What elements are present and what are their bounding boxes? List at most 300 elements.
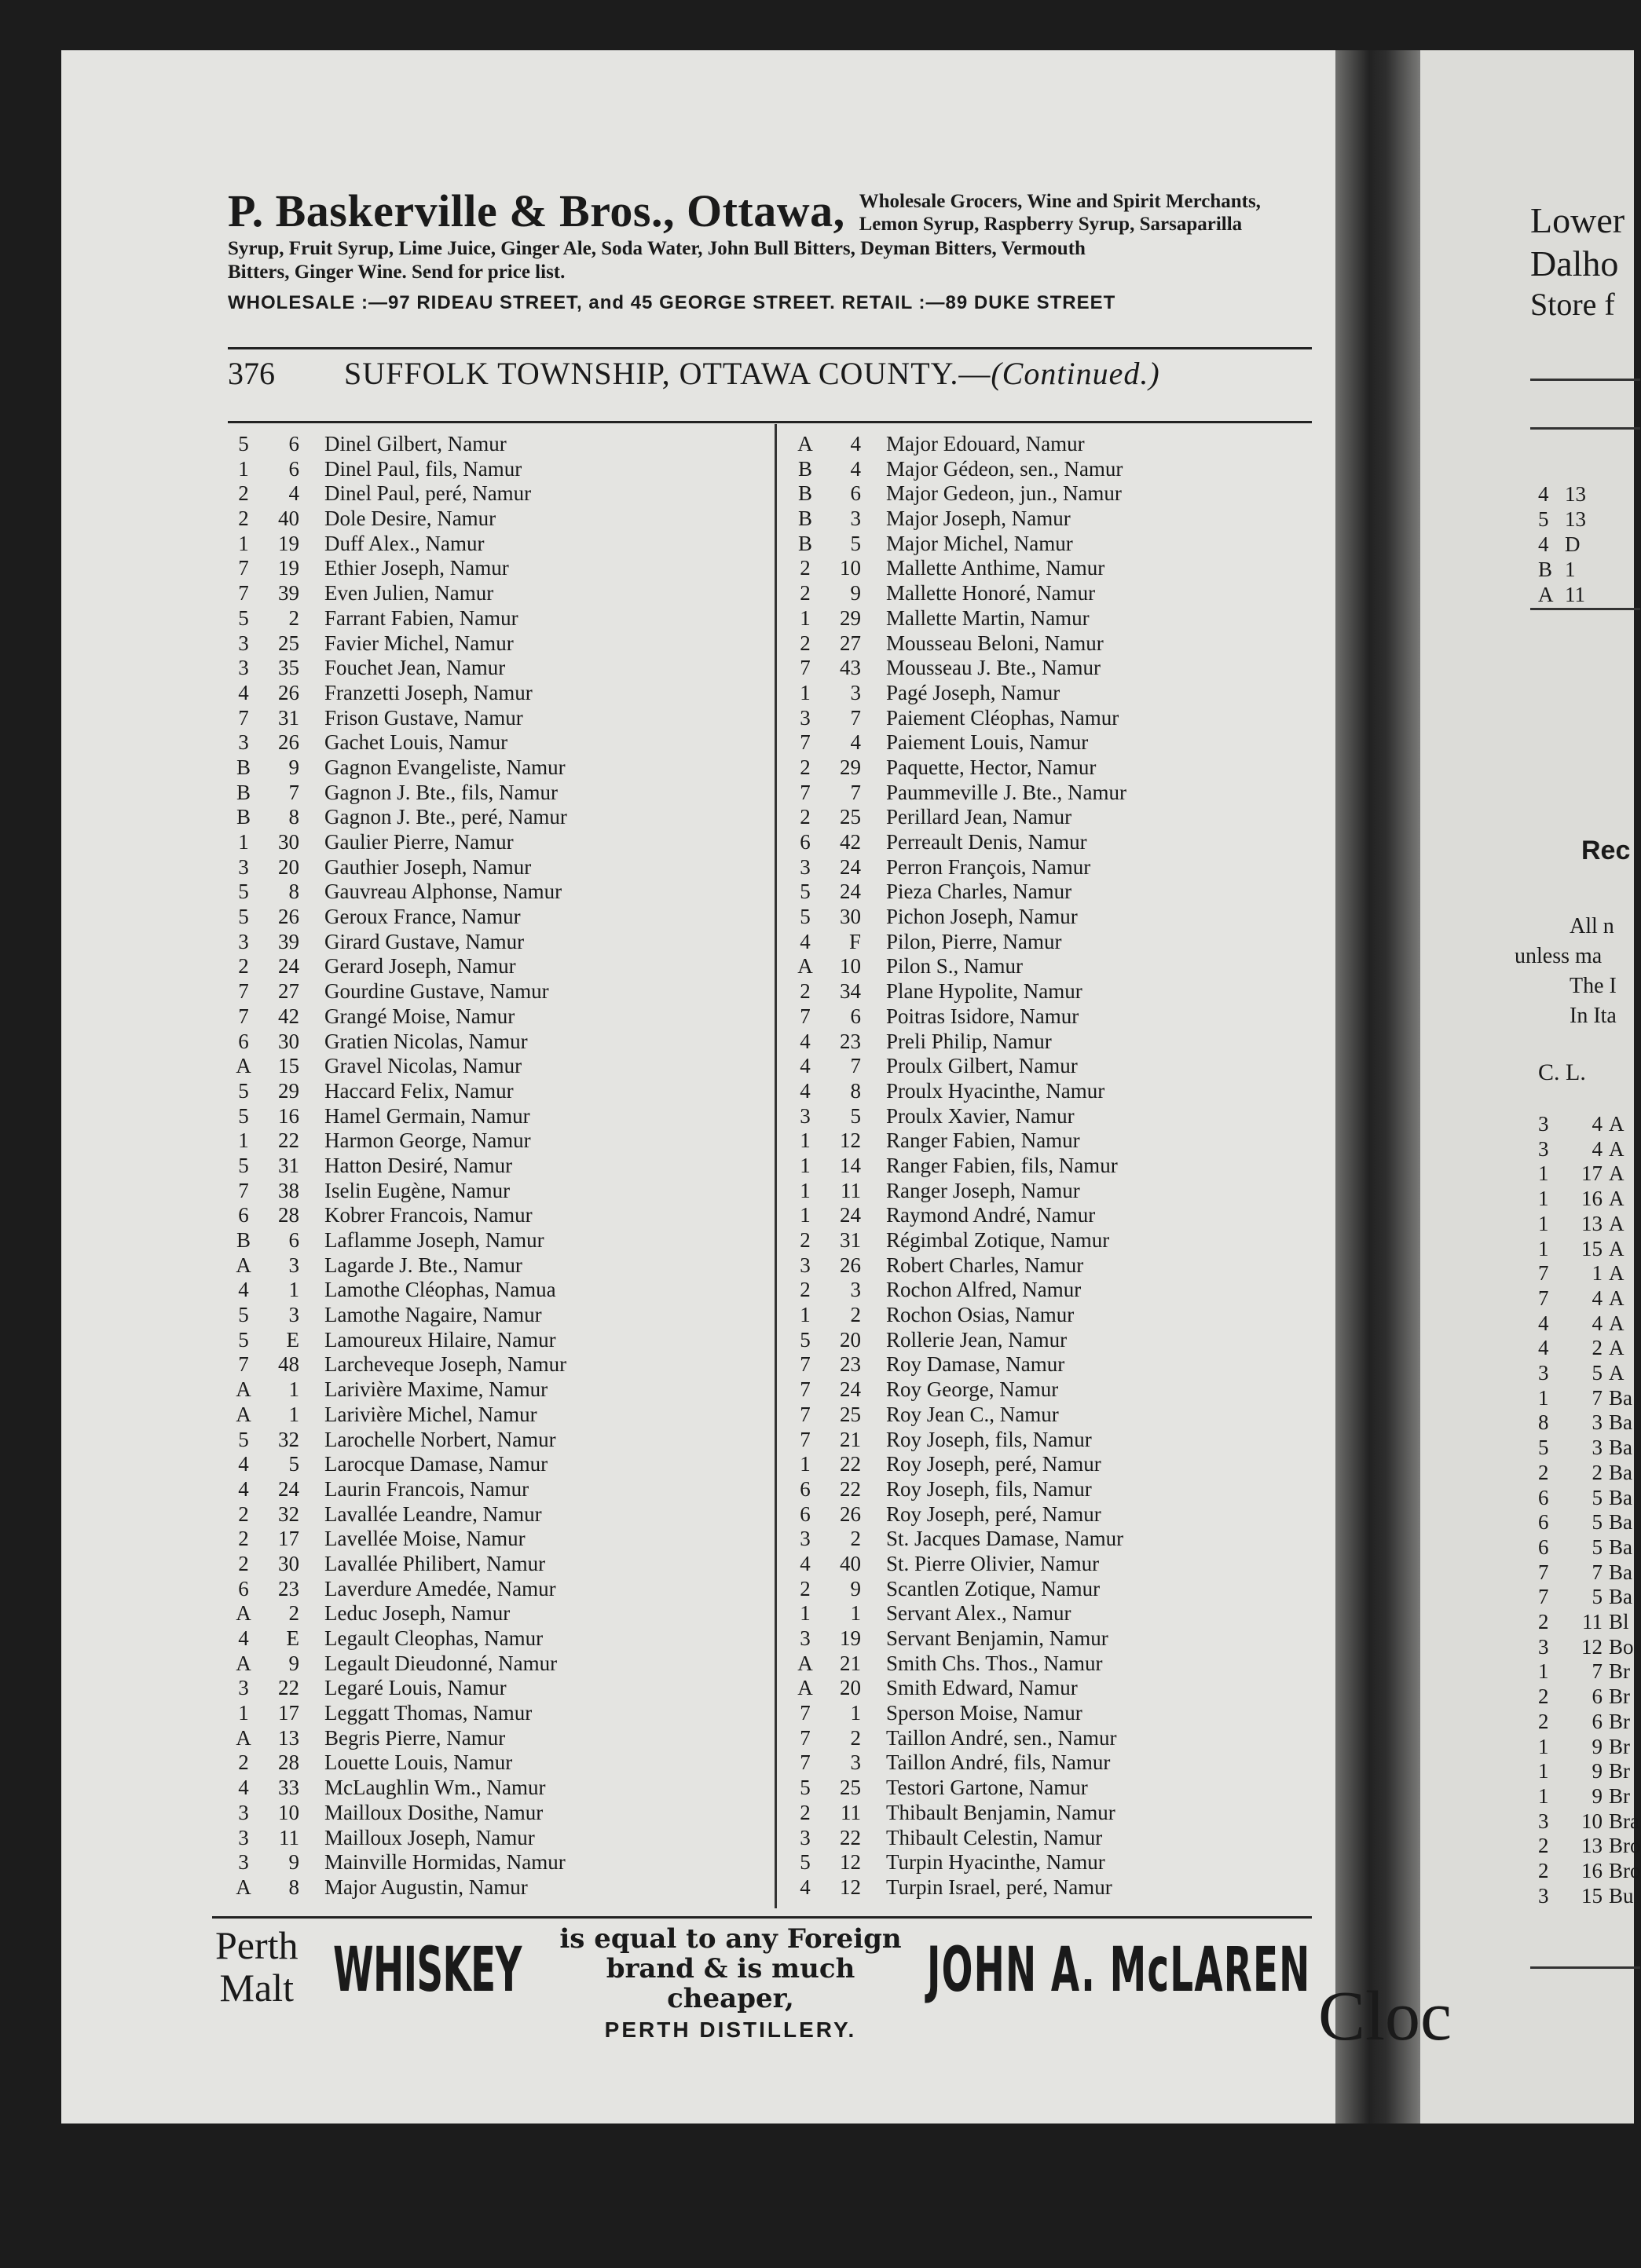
facing-list-cell: 9: [1592, 1734, 1603, 1758]
entry-lot: 17: [278, 1527, 299, 1551]
entry-lot: 2: [850, 1527, 861, 1551]
entry-name: Pagé Joseph, Namur: [886, 680, 1060, 704]
entry-concession: 5: [800, 1776, 811, 1800]
entry-name: Haccard Felix, Namur: [324, 1078, 514, 1103]
entry-concession: 5: [238, 1103, 249, 1128]
facing-list-row: [1538, 1311, 1625, 1336]
entry-concession: 5: [800, 905, 811, 929]
entry-name: Rochon Alfred, Namur: [886, 1278, 1082, 1302]
entry-name: Preli Philip, Namur: [886, 1029, 1052, 1053]
ad-products-line3: Syrup, Fruit Syrup, Lime Juice, Ginger Ale, Soda Water, John Bull Bitters, Deyman Bitters, Vermouth: [228, 238, 1086, 259]
entry-concession: 4: [238, 1476, 249, 1501]
entry-concession: 3: [238, 1825, 249, 1849]
entry-lot: 1: [850, 1601, 861, 1626]
entry-concession: 3: [238, 631, 249, 655]
entry-concession: 6: [800, 1476, 811, 1501]
entry-concession: A: [236, 1651, 251, 1675]
facing-list-cell: A: [1609, 1211, 1625, 1235]
entry-lot: 26: [278, 905, 299, 929]
entry-name: Lagarde J. Bte., Namur: [324, 1253, 522, 1277]
entry-lot: 4: [850, 456, 861, 481]
entry-lot: 2: [288, 1601, 299, 1626]
entry-name: Duff Alex., Namur: [324, 531, 485, 555]
entry-lot: 6: [850, 1004, 861, 1028]
entry-lot: 13: [278, 1725, 299, 1750]
entry-lot: 6: [288, 456, 299, 481]
facing-list-row: [1538, 1161, 1625, 1186]
entry-concession: B: [236, 805, 251, 829]
entry-concession: 1: [800, 1153, 811, 1177]
facing-list-cell: A: [1609, 1286, 1625, 1310]
entry-name: Turpin Hyacinthe, Namur: [886, 1850, 1105, 1875]
entry-name: Perreault Denis, Namur: [886, 830, 1087, 854]
facing-table-cell: 4: [1538, 532, 1549, 556]
facing-list-row: [1538, 1212, 1625, 1236]
facing-list-cell: 4: [1538, 1311, 1549, 1335]
entry-lot: 9: [850, 1576, 861, 1600]
entry-concession: 2: [800, 1278, 811, 1302]
entry-lot: 22: [840, 1452, 861, 1476]
facing-list-row: [1538, 1710, 1630, 1734]
entry-name: Gagnon J. Bte., fils, Namur: [324, 780, 558, 804]
entry-concession: 2: [238, 1502, 249, 1526]
entry-lot: 24: [278, 1476, 299, 1501]
entry-concession: 6: [800, 1502, 811, 1526]
facing-list-cell: A: [1609, 1361, 1625, 1385]
entry-lot: 34: [840, 979, 861, 1004]
entry-lot: 2: [288, 605, 299, 630]
entry-name: Perillard Jean, Namur: [886, 805, 1072, 829]
entry-concession: 7: [238, 581, 249, 605]
facing-line2: Dalho: [1530, 243, 1619, 284]
facing-list-cell: 3: [1592, 1410, 1603, 1435]
entry-lot: 1: [850, 1701, 861, 1725]
entry-name: Paummeville J. Bte., Namur: [886, 780, 1126, 804]
facing-list-row: [1538, 1659, 1630, 1684]
entry-concession: A: [236, 1402, 251, 1426]
facing-list-cell: 6: [1592, 1709, 1603, 1733]
entry-lot: 27: [278, 979, 299, 1004]
entry-lot: 12: [840, 1875, 861, 1899]
entry-lot: 10: [278, 1800, 299, 1824]
facing-list-cell: 7: [1592, 1560, 1603, 1584]
entry-lot: 9: [288, 1651, 299, 1675]
perth-text: Perth: [215, 1923, 299, 1967]
facing-table-cell: D: [1565, 532, 1581, 556]
facing-list-cell: Bro: [1609, 1834, 1641, 1858]
facing-list-cell: 3: [1538, 1112, 1549, 1136]
facing-list-row: [1538, 1137, 1625, 1161]
entry-lot: 2: [850, 1303, 861, 1327]
entry-name: Laurin Francois, Namur: [324, 1476, 529, 1501]
bottom-advertisement: [212, 1924, 1312, 2042]
facing-list-row: [1538, 1585, 1632, 1609]
facing-list-row: [1538, 1884, 1634, 1908]
entry-lot: 10: [840, 556, 861, 580]
entry-lot: 25: [840, 805, 861, 829]
facing-table-cell: A: [1538, 583, 1554, 606]
facing-list-cell: Ba: [1609, 1436, 1632, 1460]
facing-list-cell: 2: [1538, 1685, 1549, 1709]
facing-list-row: [1538, 1859, 1641, 1883]
entry-lot: 3: [288, 1253, 299, 1277]
entry-name: Ranger Joseph, Namur: [886, 1178, 1080, 1202]
entry-lot: 27: [840, 631, 861, 655]
entry-name: Scantlen Zotique, Namur: [886, 1576, 1101, 1600]
facing-table-cell: B: [1538, 558, 1553, 581]
top-advertisement: [228, 185, 1328, 314]
page-header: [228, 355, 1312, 396]
entry-name: Robert Charles, Namur: [886, 1253, 1084, 1277]
entry-name: Gagnon J. Bte., peré, Namur: [324, 805, 567, 829]
entry-concession: 3: [800, 1825, 811, 1849]
facing-page: [1318, 50, 1641, 2124]
facing-list-cell: Br: [1609, 1734, 1630, 1758]
entry-concession: B: [797, 531, 812, 555]
entry-concession: 7: [238, 1352, 249, 1377]
facing-list-cell: Ba: [1609, 1385, 1632, 1410]
entry-concession: 7: [800, 1004, 811, 1028]
entry-lot: 12: [840, 1129, 861, 1153]
entry-lot: 4: [850, 730, 861, 755]
facing-list-cell: A: [1609, 1161, 1625, 1186]
entry-concession: 4: [800, 1875, 811, 1899]
entry-concession: 7: [800, 730, 811, 755]
entry-concession: B: [236, 755, 251, 779]
entry-concession: 7: [238, 705, 249, 730]
entry-concession: 5: [238, 905, 249, 929]
entry-name: Mailloux Dosithe, Namur: [324, 1800, 544, 1824]
entry-lot: 3: [850, 1750, 861, 1775]
entry-concession: 5: [800, 880, 811, 904]
facing-list-cell: 9: [1592, 1759, 1603, 1783]
entry-name: Rollerie Jean, Namur: [886, 1327, 1068, 1352]
entry-name: Leduc Joseph, Namur: [324, 1601, 511, 1626]
entry-lot: 30: [278, 1551, 299, 1575]
entry-lot: E: [286, 1327, 299, 1352]
entry-name: Plane Hypolite, Namur: [886, 979, 1082, 1004]
entry-name: Proulx Xavier, Namur: [886, 1103, 1075, 1128]
entry-name: Turpin Israel, peré, Namur: [886, 1875, 1112, 1899]
entry-lot: 25: [840, 1776, 861, 1800]
perth-malt-label: [215, 1924, 299, 2009]
whiskey-text: WHISKEY: [333, 1935, 522, 2006]
entry-name: Lamoureux Hilaire, Namur: [324, 1327, 556, 1352]
facing-list-cell: Ba: [1609, 1510, 1632, 1535]
entry-lot: 21: [840, 1427, 861, 1451]
facing-list-cell: Bra: [1609, 1809, 1639, 1833]
facing-list-cell: A: [1609, 1187, 1625, 1211]
entry-concession: 3: [800, 1527, 811, 1551]
entry-lot: E: [286, 1626, 299, 1650]
entry-concession: 4: [238, 1278, 249, 1302]
entry-lot: 19: [840, 1626, 861, 1650]
facing-table-cell: 13: [1565, 482, 1586, 506]
entry-lot: 40: [840, 1551, 861, 1575]
entry-name: Major Gedeon, jun., Namur: [886, 481, 1122, 506]
footer-rule: [212, 1916, 1312, 1919]
facing-list-cell: A: [1609, 1136, 1625, 1161]
entry-name: Poitras Isidore, Namur: [886, 1004, 1079, 1028]
entry-concession: 5: [238, 1153, 249, 1177]
entry-lot: 15: [278, 1054, 299, 1078]
entry-concession: 7: [238, 1004, 249, 1028]
entry-concession: 7: [800, 656, 811, 680]
facing-list-cell: A: [1609, 1236, 1625, 1260]
entry-name: Smith Edward, Namur: [886, 1676, 1078, 1700]
entry-lot: 38: [278, 1178, 299, 1202]
entry-name: Farrant Fabien, Namur: [324, 605, 518, 630]
entry-concession: 4: [800, 1029, 811, 1053]
entry-concession: 7: [800, 1750, 811, 1775]
entry-name: Mailloux Joseph, Namur: [324, 1825, 535, 1849]
page-number: 376: [228, 356, 275, 391]
entry-concession: 2: [800, 1576, 811, 1600]
entry-name: Servant Benjamin, Namur: [886, 1626, 1108, 1650]
facing-list-cell: 5: [1592, 1585, 1603, 1609]
facing-list-row: [1538, 1261, 1625, 1286]
entry-lot: 4: [850, 432, 861, 455]
ad-products-line4: Bitters, Ginger Wine. Send for price list.: [228, 262, 566, 283]
entry-name: Raymond André, Namur: [886, 1203, 1096, 1227]
facing-list-cell: 2: [1538, 1610, 1549, 1633]
entry-name: Ranger Fabien, fils, Namur: [886, 1153, 1118, 1177]
entry-name: Taillon André, fils, Namur: [886, 1750, 1111, 1775]
entry-lot: 3: [850, 680, 861, 704]
entry-lot: 26: [278, 680, 299, 704]
facing-list-cell: 1: [1538, 1734, 1549, 1758]
facing-list-cell: 13: [1581, 1211, 1603, 1235]
entry-concession: 6: [238, 1203, 249, 1227]
facing-list-cell: 7: [1592, 1385, 1603, 1410]
entry-name: Dinel Paul, fils, Namur: [324, 456, 522, 481]
entry-lot: 22: [278, 1129, 299, 1153]
column-divider: [775, 424, 777, 1908]
entry-concession: B: [236, 1228, 251, 1252]
entry-concession: 2: [800, 805, 811, 829]
entry-name: Favier Michel, Namur: [324, 631, 514, 655]
facing-rule1: [1530, 379, 1640, 381]
header-bottom-rule: [228, 421, 1312, 423]
entry-lot: 8: [288, 805, 299, 829]
facing-list-cell: 2: [1538, 1709, 1549, 1733]
entry-lot: 26: [278, 730, 299, 755]
entry-lot: 24: [278, 954, 299, 979]
entry-lot: 24: [840, 1377, 861, 1402]
facing-list-row: [1538, 1486, 1632, 1510]
entry-lot: 29: [840, 755, 861, 779]
facing-list-row: [1538, 1336, 1625, 1360]
entry-lot: 29: [840, 605, 861, 630]
entry-name: Begris Pierre, Namur: [324, 1725, 506, 1750]
entry-concession: 3: [238, 1850, 249, 1875]
facing-list-row: [1538, 1834, 1641, 1858]
page-title: [344, 355, 1160, 392]
entry-concession: 4: [238, 1626, 249, 1650]
entry-lot: 11: [841, 1800, 861, 1824]
entry-name: Gaulier Pierre, Namur: [324, 830, 514, 854]
facing-list-cell: Br: [1609, 1783, 1630, 1808]
entry-concession: 7: [800, 1725, 811, 1750]
entry-name: Paquette, Hector, Namur: [886, 755, 1097, 779]
facing-list-row: [1538, 1809, 1639, 1834]
facing-list-cell: 2: [1538, 1859, 1549, 1882]
entry-name: Roy George, Namur: [886, 1377, 1059, 1402]
entry-lot: 28: [278, 1750, 299, 1775]
entry-name: Régimbal Zotique, Namur: [886, 1228, 1110, 1252]
entry-concession: 1: [800, 605, 811, 630]
maker-name: JOHN A. McLAREN: [927, 1935, 1311, 2006]
entry-name: Proulx Gilbert, Namur: [886, 1054, 1078, 1078]
entry-concession: 5: [238, 1078, 249, 1103]
entry-name: Mallette Anthime, Namur: [886, 556, 1105, 580]
entry-lot: 42: [278, 1004, 299, 1028]
entry-concession: A: [236, 1253, 251, 1277]
entry-lot: 7: [850, 780, 861, 804]
entry-lot: 16: [278, 1103, 299, 1128]
entry-concession: 7: [800, 1377, 811, 1402]
ad-products-intro: [859, 190, 1261, 236]
facing-list-cell: 3: [1538, 1361, 1549, 1385]
entry-lot: 31: [278, 1153, 299, 1177]
entry-lot: 23: [840, 1029, 861, 1053]
entry-name: Laflamme Joseph, Namur: [324, 1228, 544, 1252]
facing-list-cell: Bu: [1609, 1883, 1634, 1908]
entry-name: Dole Desire, Namur: [324, 507, 496, 531]
entry-lot: 11: [279, 1825, 299, 1849]
facing-list-cell: 15: [1581, 1236, 1603, 1260]
facing-table-cell: 11: [1565, 583, 1585, 606]
entry-lot: 31: [278, 705, 299, 730]
entry-lot: 20: [840, 1676, 861, 1700]
facing-list-row: [1538, 1560, 1632, 1585]
entry-name: Mousseau J. Bte., Namur: [886, 656, 1101, 680]
entry-lot: 43: [840, 656, 861, 680]
entry-name: Paiement Louis, Namur: [886, 730, 1089, 755]
entry-name: Gourdine Gustave, Namur: [324, 979, 549, 1004]
facing-list-cell: A: [1609, 1112, 1625, 1136]
page-title-continued: (Continued.): [991, 356, 1160, 391]
facing-list-cell: 4: [1538, 1336, 1549, 1360]
facing-list-cell: 2: [1592, 1336, 1603, 1360]
facing-list-cell: 7: [1538, 1585, 1549, 1609]
entry-concession: 6: [238, 1576, 249, 1600]
entry-lot: 5: [850, 531, 861, 555]
entry-lot: 30: [278, 830, 299, 854]
entry-name: Roy Jean C., Namur: [886, 1402, 1059, 1426]
facing-table-row: [1538, 558, 1576, 582]
entry-name: Ranger Fabien, Namur: [886, 1129, 1080, 1153]
entry-name: Pichon Joseph, Namur: [886, 905, 1078, 929]
facing-list-row: [1538, 1510, 1632, 1535]
entry-lot: 1: [288, 1377, 299, 1402]
facing-list-row: [1538, 1759, 1630, 1783]
entry-concession: 2: [800, 1228, 811, 1252]
entry-name: Lavellée Moise, Namur: [324, 1527, 526, 1551]
entry-concession: 1: [800, 1601, 811, 1626]
ad-middle-line1: is equal to any Foreign: [559, 1923, 902, 1955]
entry-name: Pilon, Pierre, Namur: [886, 929, 1062, 953]
entry-concession: 7: [238, 556, 249, 580]
facing-list-cell: 7: [1538, 1560, 1549, 1584]
facing-list-cell: Br: [1609, 1659, 1630, 1684]
entry-lot: 24: [840, 880, 861, 904]
entry-concession: 2: [800, 581, 811, 605]
entry-concession: 5: [238, 1303, 249, 1327]
entry-concession: A: [797, 954, 813, 979]
facing-list-row: [1538, 1784, 1630, 1809]
entry-lot: 24: [840, 1203, 861, 1227]
entry-name: Lamothe Nagaire, Namur: [324, 1303, 542, 1327]
entry-concession: A: [236, 1875, 251, 1899]
entry-name: St. Jacques Damase, Namur: [886, 1527, 1124, 1551]
entry-name: Louette Louis, Namur: [324, 1750, 513, 1775]
entry-lot: 6: [288, 432, 299, 455]
entry-lot: 3: [850, 507, 861, 531]
entry-concession: 5: [800, 1327, 811, 1352]
entry-name: Harmon George, Namur: [324, 1129, 531, 1153]
ad-products-line1: Wholesale Grocers, Wine and Spirit Merchants,: [859, 191, 1261, 212]
facing-list-cell: Bo: [1609, 1634, 1634, 1659]
facing-list-cell: 3: [1538, 1809, 1549, 1833]
entry-lot: 7: [288, 780, 299, 804]
entry-lot: 6: [850, 481, 861, 506]
entry-name: Rochon Osias, Namur: [886, 1303, 1075, 1327]
entry-name: Mousseau Beloni, Namur: [886, 631, 1104, 655]
facing-list-cell: 7: [1538, 1286, 1549, 1310]
facing-para3: The I: [1570, 974, 1617, 998]
facing-list-cell: 3: [1592, 1436, 1603, 1460]
entry-concession: 3: [800, 705, 811, 730]
entry-lot: F: [848, 929, 861, 953]
entry-concession: 2: [238, 1551, 249, 1575]
facing-list-cell: 2: [1592, 1460, 1603, 1484]
entry-lot: 19: [278, 531, 299, 555]
facing-list-cell: Br: [1609, 1759, 1630, 1783]
entry-name: Roy Damase, Namur: [886, 1352, 1065, 1377]
entry-name: Pieza Charles, Namur: [886, 880, 1072, 904]
facing-list-cell: 17: [1581, 1161, 1603, 1186]
entry-lot: 23: [278, 1576, 299, 1600]
entry-concession: 2: [238, 507, 249, 531]
entry-concession: 4: [800, 929, 811, 953]
facing-list-cell: 3: [1538, 1883, 1549, 1908]
entry-concession: 7: [800, 1352, 811, 1377]
entry-name: Sperson Moise, Namur: [886, 1701, 1082, 1725]
entry-concession: 4: [800, 1551, 811, 1575]
entry-concession: 3: [238, 656, 249, 680]
entry-lot: 31: [840, 1228, 861, 1252]
facing-list-cell: Ba: [1609, 1410, 1632, 1435]
ad-middle-text: [558, 1924, 903, 2045]
entry-concession: A: [797, 1676, 813, 1700]
ad-middle-line2: brand & is much cheaper,: [606, 1953, 855, 2014]
entry-concession: A: [236, 1377, 251, 1402]
entry-lot: 22: [840, 1476, 861, 1501]
entry-name: Taillon André, sen., Namur: [886, 1725, 1117, 1750]
entry-concession: 2: [800, 556, 811, 580]
facing-list-cell: 4: [1592, 1311, 1603, 1335]
facing-list-cell: 11: [1582, 1610, 1603, 1633]
entry-lot: 14: [840, 1153, 861, 1177]
entry-name: Hatton Desiré, Namur: [324, 1153, 513, 1177]
entry-name: Hamel Germain, Namur: [324, 1103, 530, 1128]
facing-bottom-word: Cloc: [1318, 1977, 1452, 2055]
entry-concession: 2: [800, 979, 811, 1004]
entry-lot: 6: [288, 1228, 299, 1252]
entry-lot: 9: [288, 755, 299, 779]
facing-list-row: [1538, 1386, 1632, 1410]
